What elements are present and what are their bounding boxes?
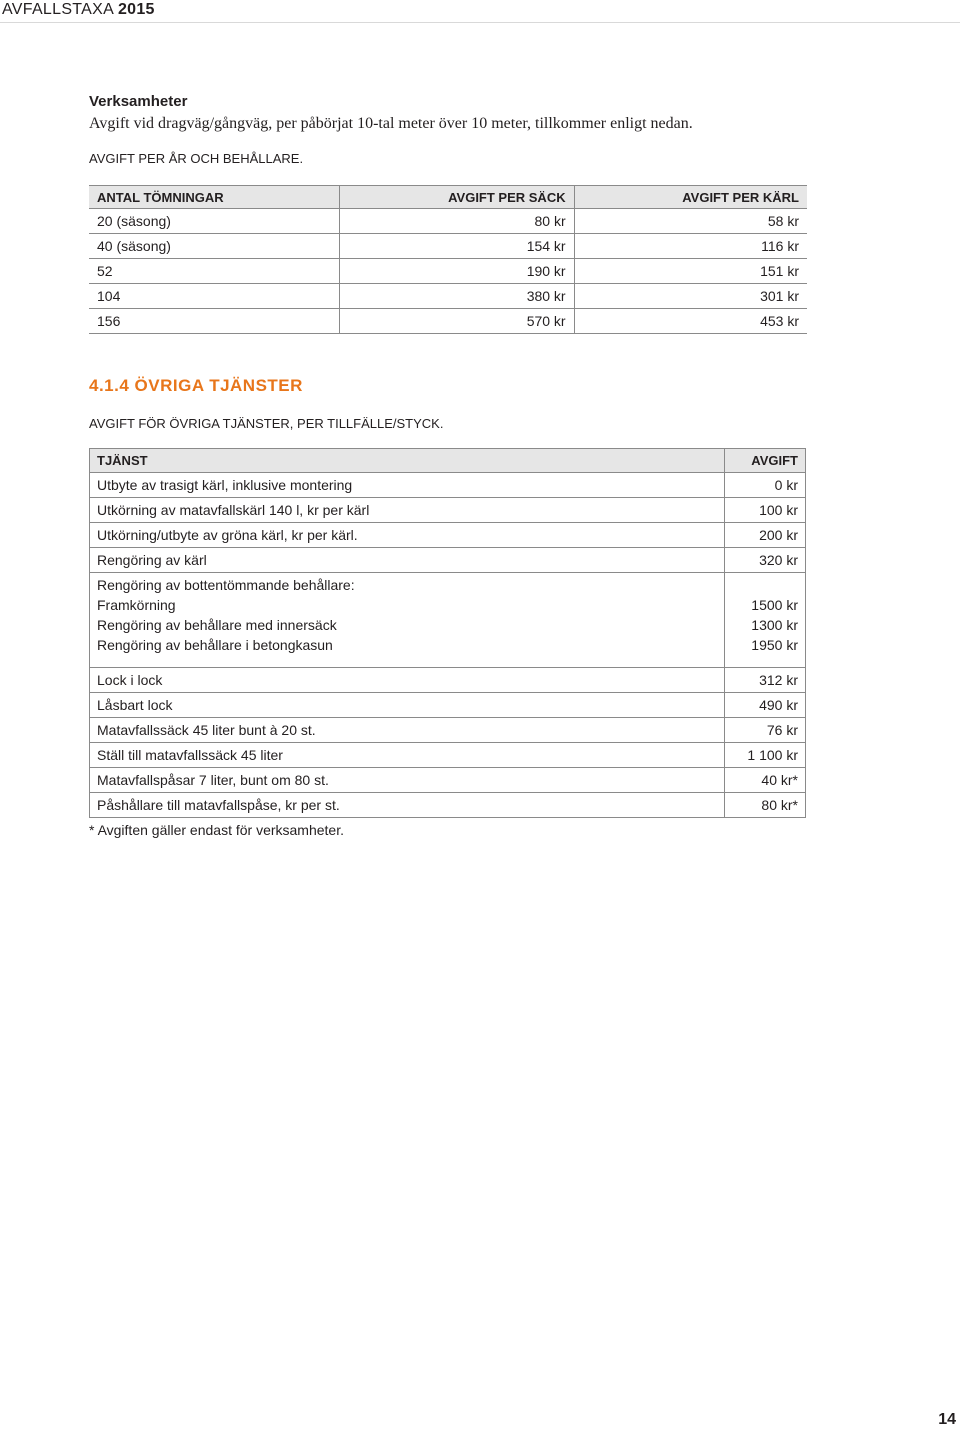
cell-line: Framkörning	[97, 597, 176, 613]
cell-line: Rengöring av behållare i betongkasun	[97, 637, 333, 653]
table-cell	[90, 573, 725, 668]
table-cell: 312 kr	[725, 668, 806, 693]
cell-line: 1300 kr	[751, 617, 798, 633]
table-row	[90, 473, 806, 498]
section-heading: 4.1.4 ÖVRIGA TJÄNSTER	[89, 376, 303, 395]
table-row	[90, 768, 806, 793]
table-cell: 156	[89, 309, 339, 334]
table2-caption: AVGIFT FÖR ÖVRIGA TJÄNSTER, PER TILLFÄLLE/STYCK.	[89, 416, 444, 431]
table-cell: Påshållare till matavfallspåse, kr per st.	[90, 793, 725, 818]
verksamheter-heading: Verksamheter	[89, 93, 188, 110]
table-cell: 320 kr	[725, 548, 806, 573]
table-cell: Utkörning av matavfallskärl 140 l, kr per kärl	[90, 498, 725, 523]
table-row	[90, 743, 806, 768]
title-year: 2015	[117, 1, 155, 18]
page-header	[0, 0, 960, 23]
table-cell: 40 kr*	[725, 768, 806, 793]
table-cell: 80 kr*	[725, 793, 806, 818]
table-row	[90, 793, 806, 818]
table-cell: 58 kr	[574, 209, 807, 234]
fee-table-services	[89, 448, 806, 818]
table-row	[90, 718, 806, 743]
table-row	[90, 668, 806, 693]
title-prefix: AVFALLSTAXA	[2, 1, 118, 18]
cell-line	[732, 575, 798, 595]
table-cell: Rengöring av kärl	[90, 548, 725, 573]
table1-caption: AVGIFT PER ÅR OCH BEHÅLLARE.	[89, 151, 304, 166]
footnote: * Avgiften gäller endast för verksamheter.	[89, 822, 344, 838]
table-row	[90, 523, 806, 548]
table-cell: 52	[89, 259, 339, 284]
column-header: AVGIFT PER SÄCK	[339, 186, 574, 209]
table-cell: 76 kr	[725, 718, 806, 743]
table-cell: 200 kr	[725, 523, 806, 548]
table-cell: 380 kr	[339, 284, 574, 309]
verksamheter-text: Avgift vid dragväg/gångväg, per påbörjat 10-tal meter över 10 meter, tillkommer enligt nedan.	[89, 115, 693, 132]
table-cell: Lock i lock	[90, 668, 725, 693]
column-header: AVGIFT	[725, 449, 806, 473]
table-cell: 80 kr	[339, 209, 574, 234]
fee-table-emptyings	[89, 185, 807, 334]
column-header: TJÄNST	[90, 449, 725, 473]
table-row	[89, 284, 807, 309]
table-row	[90, 498, 806, 523]
table-cell: Låsbart lock	[90, 693, 725, 718]
table-row	[89, 259, 807, 284]
document-title	[2, 0, 155, 20]
table-cell: 104	[89, 284, 339, 309]
cell-line: 1950 kr	[751, 637, 798, 653]
table-cell	[725, 573, 806, 668]
table-cell: 20 (säsong)	[89, 209, 339, 234]
table-cell: 40 (säsong)	[89, 234, 339, 259]
table-cell: Ställ till matavfallssäck 45 liter	[90, 743, 725, 768]
table-cell: Matavfallspåsar 7 liter, bunt om 80 st.	[90, 768, 725, 793]
table-row	[90, 548, 806, 573]
table-cell: 190 kr	[339, 259, 574, 284]
table-row	[89, 309, 807, 334]
table-cell: 453 kr	[574, 309, 807, 334]
table-cell: 116 kr	[574, 234, 807, 259]
table-row	[89, 234, 807, 259]
table-cell: 151 kr	[574, 259, 807, 284]
table-cell: Matavfallssäck 45 liter bunt à 20 st.	[90, 718, 725, 743]
table-header-row	[89, 186, 807, 209]
table-cell: 570 kr	[339, 309, 574, 334]
cell-line: Rengöring av bottentömmande behållare:	[97, 577, 355, 593]
table-cell: Utkörning/utbyte av gröna kärl, kr per kärl.	[90, 523, 725, 548]
table-cell: 1 100 kr	[725, 743, 806, 768]
page-number: 14	[938, 1411, 956, 1428]
table-row-multiline	[90, 573, 806, 668]
table-header-row	[90, 449, 806, 473]
table-cell: Utbyte av trasigt kärl, inklusive montering	[90, 473, 725, 498]
table-cell: 100 kr	[725, 498, 806, 523]
table-cell: 0 kr	[725, 473, 806, 498]
table-row	[89, 209, 807, 234]
cell-line: 1500 kr	[751, 597, 798, 613]
column-header: AVGIFT PER KÄRL	[574, 186, 807, 209]
column-header: ANTAL TÖMNINGAR	[89, 186, 339, 209]
table-cell: 154 kr	[339, 234, 574, 259]
table-cell: 490 kr	[725, 693, 806, 718]
table-cell: 301 kr	[574, 284, 807, 309]
table-row	[90, 693, 806, 718]
cell-line: Rengöring av behållare med innersäck	[97, 617, 337, 633]
